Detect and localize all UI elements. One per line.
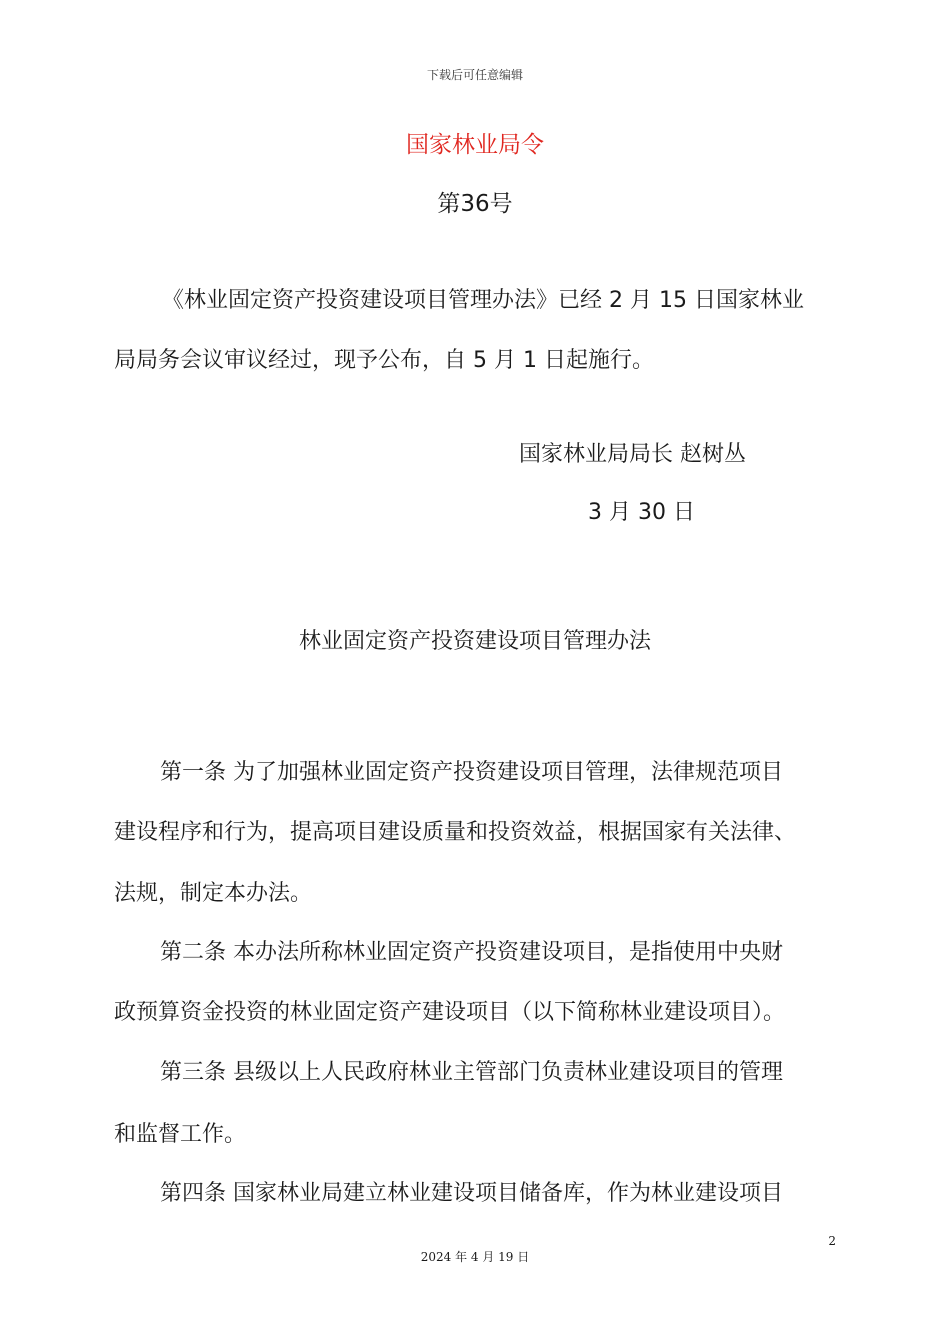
order-number: 第36号 [437,191,513,217]
paragraph-line: 和监督工作。 [114,1122,247,1147]
paragraph-line: 第四条 国家林业局建立林业建设项目储备库，作为林业建设项目 [160,1181,783,1206]
signer: 国家林业局局长 赵树丛 [519,442,746,467]
announcement-line: 《林业固定资产投资建设项目管理办法》已经 2 月 15 日国家林业 [162,288,804,313]
paragraph-line: 第一条 为了加强林业固定资产投资建设项目管理，法律规范项目 [160,760,783,785]
page-number: 2 [828,1234,836,1248]
order-title: 国家林业局令 [406,132,544,158]
paragraph-line: 第三条 县级以上人民政府林业主管部门负责林业建设项目的管理 [160,1060,783,1085]
footer-date: 2024 年 4 月 19 日 [420,1250,530,1264]
announcement-line: 局局务会议审议经过，现予公布，自 5 月 1 日起施行。 [114,348,654,373]
signature-date: 3 月 30 日 [588,500,695,525]
header-note: 下载后可任意编辑 [426,68,523,82]
paragraph-line: 第二条 本办法所称林业固定资产投资建设项目，是指使用中央财 [160,940,783,965]
regulation-title: 林业固定资产投资建设项目管理办法 [298,629,651,654]
paragraph-line: 政预算资金投资的林业固定资产建设项目（以下简称林业建设项目）。 [114,1000,786,1025]
paragraph-line: 建设程序和行为，提高项目建设质量和投资效益，根据国家有关法律、 [114,820,797,845]
paragraph-line: 法规，制定本办法。 [114,881,313,906]
